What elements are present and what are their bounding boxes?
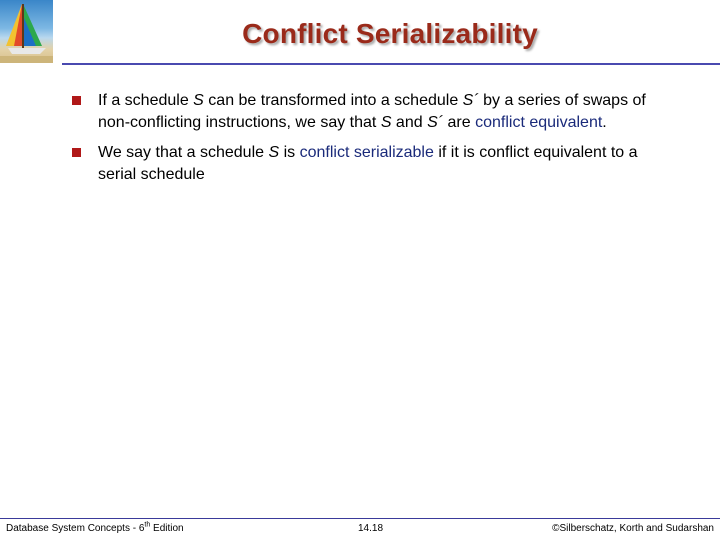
footer-edition-sup: th bbox=[144, 521, 151, 529]
footer-book-title-text: Edition bbox=[150, 523, 184, 534]
bullet-1-var-s: S bbox=[380, 114, 392, 131]
bullet-1-var-s-prime: S´ bbox=[427, 114, 444, 131]
footer-divider bbox=[0, 518, 720, 519]
title-bar bbox=[0, 0, 720, 70]
bullet-1-text: by a series of swaps of non-conflicting instructions, we say that bbox=[98, 92, 646, 131]
page-number: 14.18 bbox=[358, 523, 384, 534]
bullet-1-text: . bbox=[602, 114, 607, 131]
bullet-1-var-s-prime: S´ bbox=[462, 92, 479, 109]
bullet-2-text: We say that a schedule bbox=[98, 144, 269, 161]
bullet-2-text: if it is conflict equivalent to a serial schedule bbox=[98, 144, 638, 183]
footer-copyright: ©Silberschatz, Korth and Sudarshan bbox=[552, 523, 714, 534]
square-bullet-icon bbox=[72, 96, 81, 105]
bullet-1-text: are bbox=[443, 114, 476, 131]
bullet-list bbox=[70, 90, 670, 194]
term-conflict-equivalent: conflict equivalent bbox=[475, 114, 603, 131]
title-divider bbox=[62, 63, 720, 65]
bullet-1-text: and bbox=[391, 114, 428, 131]
footer-book-title-text: Database System Concepts - 6 bbox=[6, 523, 145, 534]
bullet-1-text: can be transformed into a schedule bbox=[203, 92, 463, 109]
bullet-1-text: If a schedule bbox=[98, 92, 194, 109]
bullet-item-2 bbox=[70, 142, 670, 186]
bullet-item-1 bbox=[70, 90, 670, 134]
footer-book-title bbox=[6, 523, 184, 534]
square-bullet-icon bbox=[72, 148, 81, 157]
bullet-1-var-s: S bbox=[193, 92, 204, 109]
bullet-2-var-s: S bbox=[268, 144, 280, 161]
term-conflict-serializable: conflict serializable bbox=[299, 144, 434, 161]
slide-title: Conflict Serializability bbox=[242, 18, 538, 49]
bullet-2-text: is bbox=[279, 144, 300, 161]
